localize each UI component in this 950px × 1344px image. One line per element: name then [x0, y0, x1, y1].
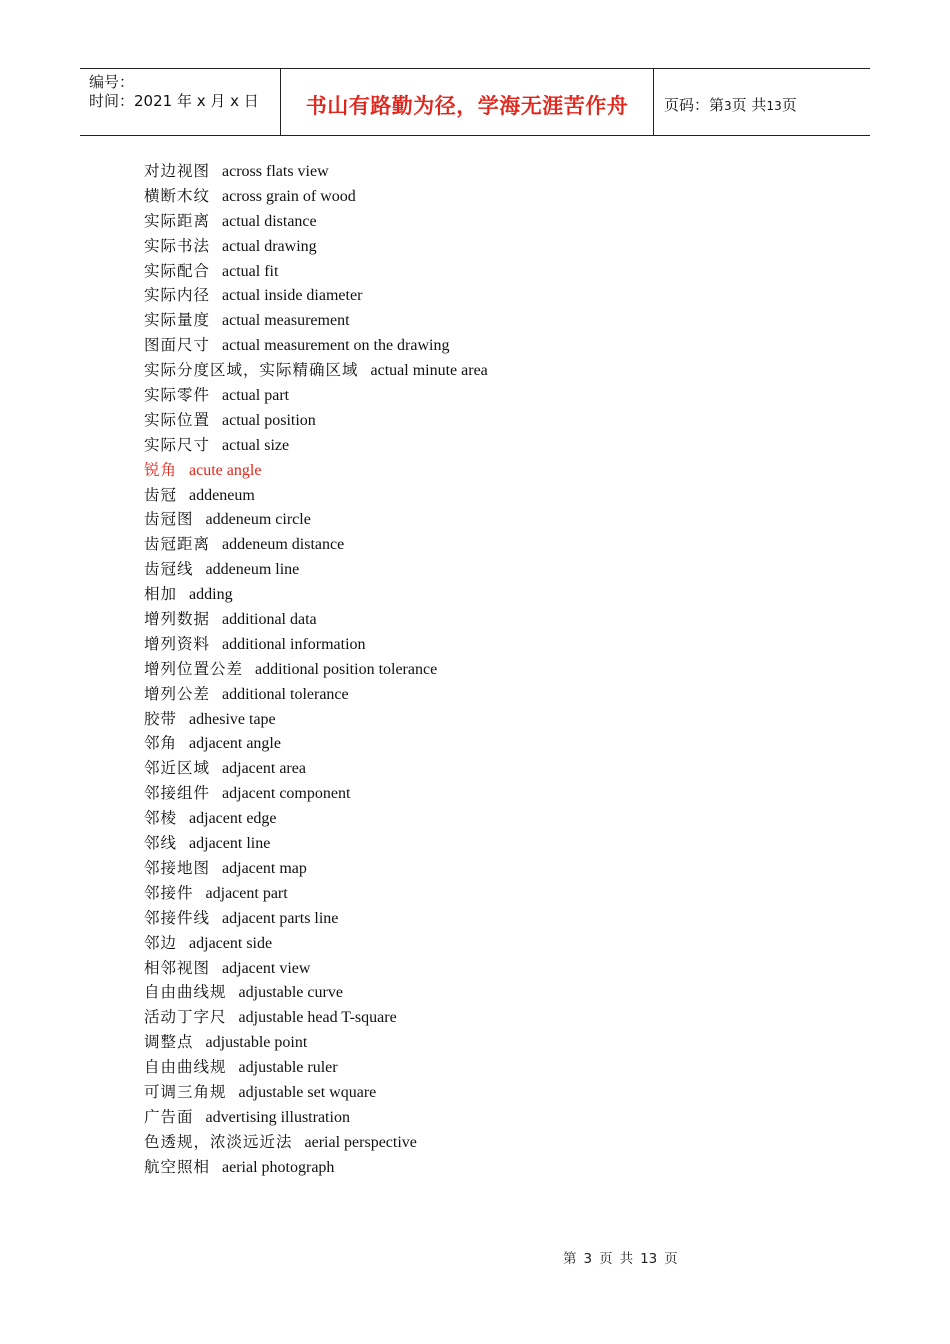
glossary-entry: [144, 931, 488, 956]
header-motto-cell: [281, 69, 654, 135]
motto-text: 书山有路勤为径，学海无涯苦作舟: [305, 94, 629, 118]
entry-english-term: adding: [189, 586, 233, 604]
glossary-entry: [144, 1155, 488, 1180]
glossary-entry: [144, 956, 488, 981]
entry-english-term: acute angle: [189, 461, 262, 479]
entry-chinese-term: 实际距离: [144, 211, 211, 230]
entry-chinese-term: 实际配合: [144, 261, 211, 280]
glossary-entry: [144, 1055, 488, 1080]
glossary-entry: [144, 582, 488, 607]
glossary-entry: [144, 856, 488, 881]
entry-english-term: adjustable curve: [238, 984, 343, 1002]
entry-chinese-term: 相邻视图: [144, 958, 211, 977]
entry-chinese-term: 增列资料: [144, 634, 211, 653]
entry-chinese-term: 邻接地图: [144, 858, 211, 877]
entry-chinese-term: 锐角: [144, 460, 178, 479]
entry-english-term: adjacent area: [222, 760, 306, 778]
footer-word-3: 共: [619, 1251, 634, 1267]
glossary-entry: [144, 483, 488, 508]
entry-english-term: adjacent parts line: [222, 909, 339, 927]
entry-english-term: addeneum distance: [222, 536, 345, 554]
entry-english-term: aerial photograph: [222, 1158, 335, 1176]
entry-chinese-term: 对边视图: [144, 162, 211, 180]
entry-english-term: addeneum line: [205, 561, 300, 579]
entry-chinese-term: 增列位置公差: [144, 659, 244, 678]
footer-word-1: 第: [563, 1251, 577, 1267]
entry-chinese-term: 邻接件: [144, 883, 194, 902]
entry-english-term: across flats view: [222, 163, 329, 180]
entry-english-term: actual minute area: [370, 362, 488, 380]
entry-english-term: additional data: [222, 611, 317, 629]
glossary-entry: [144, 259, 488, 284]
entry-english-term: actual inside diameter: [222, 287, 363, 305]
page-suffix: 页: [781, 96, 797, 114]
date-label: 时间：2021 年 x 月 x 日: [89, 92, 259, 110]
entry-chinese-term: 广告面: [144, 1107, 194, 1126]
entry-chinese-term: 实际位置: [144, 410, 211, 429]
glossary-entry: [144, 682, 488, 707]
entry-english-term: actual drawing: [222, 237, 317, 255]
entry-english-term: addeneum: [189, 486, 255, 504]
page-prefix: 页码：第: [664, 96, 725, 114]
entry-chinese-term: 航空照相: [144, 1157, 211, 1176]
glossary-entry: [144, 831, 488, 856]
glossary-entry: [144, 756, 488, 781]
page-footer: [563, 1247, 685, 1267]
glossary-entry: [144, 209, 488, 234]
entry-chinese-term: 齿冠图: [144, 510, 194, 529]
entry-chinese-term: 邻近区域: [144, 759, 211, 778]
footer-total-pages: 13: [640, 1251, 658, 1267]
page-header: [80, 68, 870, 136]
entry-english-term: adjacent map: [222, 859, 307, 877]
header-meta-cell: [80, 69, 281, 135]
entry-english-term: adjacent component: [222, 785, 351, 803]
glossary-entry: [144, 159, 488, 184]
entry-english-term: adjustable set wquare: [238, 1083, 377, 1101]
entry-english-term: adjacent line: [189, 835, 271, 853]
glossary-entry: [144, 1130, 488, 1155]
entry-chinese-term: 实际内径: [144, 286, 211, 305]
glossary-entry: [144, 433, 488, 458]
entry-chinese-term: 邻线: [144, 834, 178, 853]
entry-chinese-term: 邻接件线: [144, 908, 211, 927]
glossary-entry: [144, 1105, 488, 1130]
glossary-entry: [144, 308, 488, 333]
entry-english-term: across grain of wood: [222, 187, 356, 205]
page-mid: 页 共: [731, 96, 767, 114]
entry-chinese-term: 增列数据: [144, 610, 211, 629]
glossary-entry: [144, 707, 488, 732]
glossary-entry: [144, 283, 488, 308]
glossary-entry: [144, 458, 488, 483]
entry-english-term: additional position tolerance: [255, 660, 438, 678]
glossary-entry: [144, 234, 488, 259]
glossary-entry: [144, 358, 488, 383]
entry-chinese-term: 实际零件: [144, 386, 211, 405]
entry-english-term: addeneum circle: [205, 511, 311, 529]
entry-chinese-term: 邻边: [144, 933, 178, 952]
entry-english-term: adjacent angle: [189, 735, 281, 753]
entry-english-term: additional tolerance: [222, 685, 349, 703]
entry-chinese-term: 齿冠: [144, 485, 178, 504]
entry-english-term: aerial perspective: [304, 1133, 417, 1151]
entry-chinese-term: 活动丁字尺: [144, 1008, 227, 1027]
entry-chinese-term: 邻棱: [144, 809, 178, 828]
entry-english-term: actual measurement: [222, 312, 350, 330]
glossary-entry: [144, 657, 488, 682]
page-total: 13: [766, 99, 782, 113]
entry-chinese-term: 实际量度: [144, 311, 211, 330]
glossary-entry: [144, 333, 488, 358]
entry-chinese-term: 横断木纹: [144, 186, 211, 205]
entry-english-term: actual fit: [222, 262, 279, 280]
glossary-entry: [144, 1030, 488, 1055]
entry-chinese-term: 邻角: [144, 734, 178, 753]
footer-word-2: 页: [599, 1251, 613, 1267]
entry-english-term: adhesive tape: [189, 710, 276, 728]
entry-chinese-term: 邻接组件: [144, 784, 211, 803]
entry-english-term: actual size: [222, 436, 290, 454]
entry-english-term: actual position: [222, 411, 316, 429]
entry-english-term: actual part: [222, 387, 290, 405]
entry-english-term: adjacent side: [189, 934, 273, 952]
entry-chinese-term: 实际尺寸: [144, 435, 211, 454]
glossary-entry: [144, 408, 488, 433]
entry-english-term: adjustable point: [205, 1034, 308, 1052]
entry-english-term: advertising illustration: [205, 1108, 350, 1126]
glossary-entry: [144, 507, 488, 532]
glossary-entry: [144, 632, 488, 657]
entry-chinese-term: 齿冠距离: [144, 535, 211, 554]
entry-english-term: adjacent edge: [189, 810, 277, 828]
glossary-entry: [144, 383, 488, 408]
glossary-entry: [144, 532, 488, 557]
glossary-entry: [144, 781, 488, 806]
glossary-entry: [144, 184, 488, 209]
entry-english-term: adjustable head T-square: [238, 1009, 397, 1027]
header-page-number: [664, 94, 797, 115]
footer-word-4: 页: [664, 1251, 678, 1267]
entry-chinese-term: 调整点: [144, 1033, 194, 1052]
entry-chinese-term: 色透规，浓淡远近法: [144, 1132, 293, 1151]
entry-english-term: adjacent part: [205, 884, 288, 902]
entry-chinese-term: 自由曲线规: [144, 1058, 227, 1077]
entry-chinese-term: 胶带: [144, 709, 178, 728]
entry-chinese-term: 齿冠线: [144, 560, 194, 579]
glossary-entry: [144, 906, 488, 931]
entry-chinese-term: 相加: [144, 585, 178, 604]
glossary-list: [144, 159, 488, 1180]
serial-number-label: 编号：: [89, 73, 135, 91]
entry-english-term: additional information: [222, 635, 366, 653]
glossary-entry: [144, 1080, 488, 1105]
entry-english-term: actual distance: [222, 212, 317, 230]
glossary-entry: [144, 731, 488, 756]
glossary-entry: [144, 607, 488, 632]
glossary-entry: [144, 1005, 488, 1030]
entry-chinese-term: 实际书法: [144, 236, 211, 255]
entry-english-term: actual measurement on the drawing: [222, 337, 450, 355]
page-current: 3: [724, 99, 732, 113]
entry-chinese-term: 可调三角规: [144, 1082, 227, 1101]
glossary-entry: [144, 557, 488, 582]
entry-english-term: adjacent view: [222, 959, 311, 977]
entry-chinese-term: 自由曲线规: [144, 983, 227, 1002]
glossary-entry: [144, 806, 488, 831]
footer-current-page: 3: [583, 1251, 593, 1267]
header-page-cell: [654, 69, 870, 135]
glossary-entry: [144, 980, 488, 1005]
glossary-entry: [144, 881, 488, 906]
entry-chinese-term: 实际分度区域，实际精确区域: [144, 361, 359, 380]
entry-chinese-term: 图面尺寸: [144, 336, 211, 355]
entry-chinese-term: 增列公差: [144, 684, 211, 703]
entry-english-term: adjustable ruler: [238, 1059, 338, 1077]
